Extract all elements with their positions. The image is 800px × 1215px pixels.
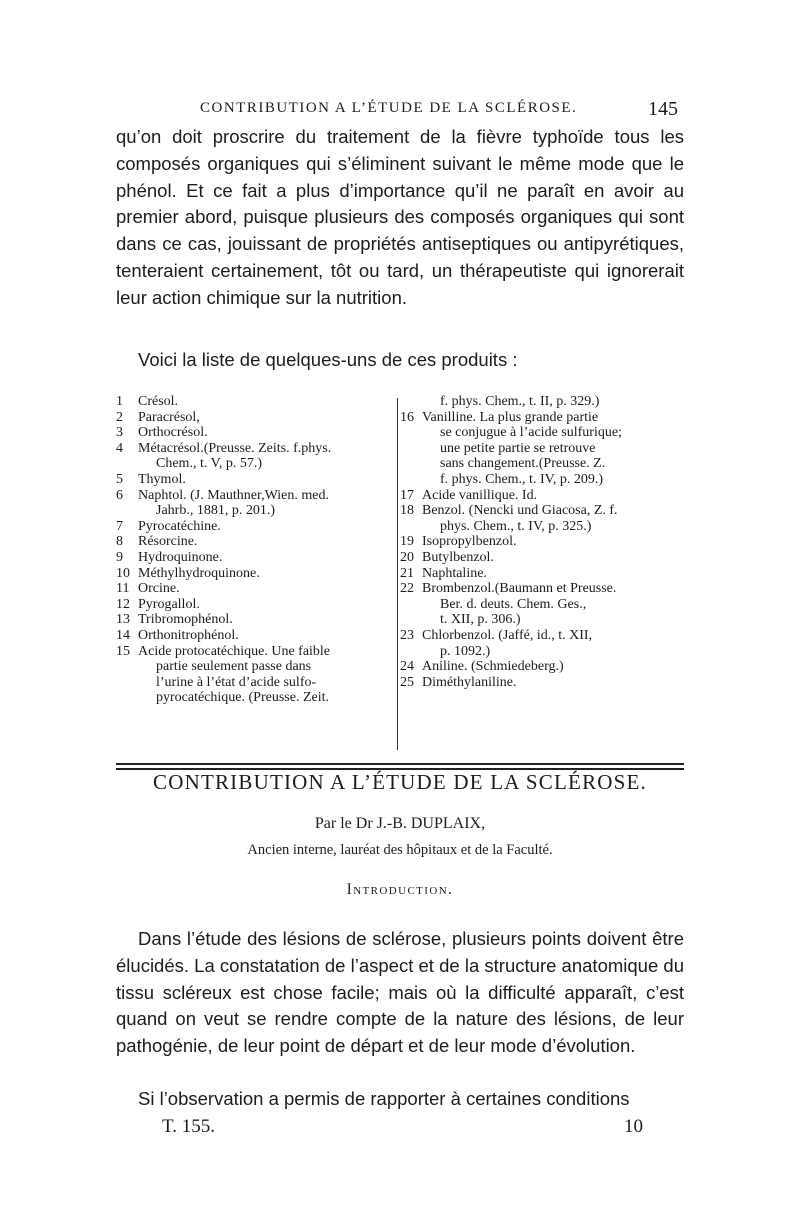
list-item-text: Acide vanillique. Id. xyxy=(422,487,538,503)
list-item xyxy=(400,644,684,660)
list-item-number: 7 xyxy=(116,518,123,534)
list-item-text: pyrocatéchique. (Preusse. Zeit. xyxy=(156,690,329,706)
list-item xyxy=(400,456,684,472)
compound-list-left-column xyxy=(116,394,396,706)
list-item xyxy=(116,394,396,410)
list-item xyxy=(116,566,396,582)
list-item-text: Hydroquinone. xyxy=(138,549,223,565)
list-item-number: 23 xyxy=(400,627,414,643)
list-item-text: Jahrb., 1881, p. 201.) xyxy=(156,503,275,519)
list-item xyxy=(116,456,396,472)
list-item xyxy=(400,675,684,691)
list-item xyxy=(116,425,396,441)
list-item-text: t. XII, p. 306.) xyxy=(440,612,521,628)
list-item-number: 21 xyxy=(400,565,414,581)
list-item-text: Chlorbenzol. (Jaffé, id., t. XII, xyxy=(422,627,593,643)
list-item xyxy=(400,581,684,597)
list-item xyxy=(400,566,684,582)
author-byline: Par le Dr J.-B. DUPLAIX, xyxy=(314,815,486,832)
list-item-text: Métacrésol.(Preusse. Zeits. f.phys. xyxy=(138,440,332,456)
list-item xyxy=(116,550,396,566)
list-item-text: Naphtol. (J. Mauthner,Wien. med. xyxy=(138,487,329,503)
list-item-text: Pyrocatéchine. xyxy=(138,518,221,534)
list-item xyxy=(116,675,396,691)
list-item xyxy=(400,441,684,457)
list-item-number: 9 xyxy=(116,549,123,565)
list-item-text: sans changement.(Preusse. Z. xyxy=(440,456,606,472)
list-item xyxy=(116,612,396,628)
list-item-number: 22 xyxy=(400,581,414,597)
list-item-number: 25 xyxy=(400,674,414,690)
list-item-number: 11 xyxy=(116,581,130,597)
list-item-text: Butylbenzol. xyxy=(422,549,494,565)
list-item-number: 16 xyxy=(400,409,414,425)
list-item-number: 6 xyxy=(116,487,123,503)
list-item-text: phys. Chem., t. IV, p. 325.) xyxy=(440,518,592,534)
list-item xyxy=(400,503,684,519)
list-item-text: f. phys. Chem., t. II, p. 329.) xyxy=(440,394,600,409)
list-item-text: une petite partie se retrouve xyxy=(440,440,596,456)
footer-signature: T. 155. xyxy=(162,1116,215,1137)
list-item-text: se conjugue à l’acide sulfurique; xyxy=(440,425,622,441)
list-item xyxy=(116,410,396,426)
list-item xyxy=(400,488,684,504)
list-item-text: Thymol. xyxy=(138,471,186,487)
list-item xyxy=(400,550,684,566)
list-item xyxy=(116,488,396,504)
list-item-number: 3 xyxy=(116,425,123,441)
list-item-number: 24 xyxy=(400,659,414,675)
list-item xyxy=(116,581,396,597)
running-head: CONTRIBUTION A L’ÉTUDE DE LA SCLÉROSE. xyxy=(200,100,578,116)
list-item-number: 17 xyxy=(400,487,414,503)
list-item-text: Aniline. (Schmiedeberg.) xyxy=(422,659,564,675)
list-item xyxy=(116,690,396,706)
column-divider xyxy=(397,398,398,750)
list-item xyxy=(400,628,684,644)
list-item-text: Naphtaline. xyxy=(422,565,487,581)
list-item-text: Tribromophénol. xyxy=(138,612,233,628)
paragraph-list-intro: Voici la liste de quelques-uns de ces produits : xyxy=(138,349,518,370)
list-item xyxy=(116,644,396,660)
list-item xyxy=(116,441,396,457)
page-number: 145 xyxy=(648,98,678,120)
list-item-number: 10 xyxy=(116,565,130,581)
list-item xyxy=(400,659,684,675)
list-item xyxy=(400,394,684,410)
list-item xyxy=(400,472,684,488)
list-item-number: 19 xyxy=(400,534,414,550)
list-item xyxy=(116,659,396,675)
list-item-text: Brombenzol.(Baumann et Preusse. xyxy=(422,581,617,597)
list-item xyxy=(400,534,684,550)
paragraph-introduction: Dans l’étude des lésions de sclérose, plusieurs points doivent être élucidés. La constatation de l’aspect et de la structure anatomique du tissu scléreux est chose facile; mais où la difficulté apparaît, c’est quand on veut se rendre compte de la nature des lésions, de leur pathogénie, de leur point de départ et de leur mode d’évolution. xyxy=(116,928,684,1057)
list-item-text: Pyrogallol. xyxy=(138,596,200,612)
list-item-text: Diméthylaniline. xyxy=(422,674,517,690)
list-item-text: Vanilline. La plus grande partie xyxy=(422,409,599,425)
list-item-number: 4 xyxy=(116,440,123,456)
section-heading: Introduction. xyxy=(346,881,454,898)
list-item xyxy=(400,519,684,535)
list-item xyxy=(400,612,684,628)
list-item-text: Benzol. (Nencki und Giacosa, Z. f. xyxy=(422,503,618,519)
list-item-text: f. phys. Chem., t. IV, p. 209.) xyxy=(440,471,604,487)
list-item-number: 5 xyxy=(116,471,123,487)
list-item-number: 1 xyxy=(116,394,123,409)
list-item-text: partie seulement passe dans xyxy=(156,659,312,675)
list-item xyxy=(116,503,396,519)
list-item-text: Paracrésol, xyxy=(138,409,200,425)
list-item-text: Crésol. xyxy=(138,394,179,409)
list-item-number: 18 xyxy=(400,503,414,519)
compound-list-right-column xyxy=(400,394,684,690)
list-item-text: l’urine à l’état d’acide sulfo- xyxy=(156,674,317,690)
article-title: CONTRIBUTION A L’ÉTUDE DE LA SCLÉROSE. xyxy=(153,770,647,794)
list-item xyxy=(116,628,396,644)
list-item xyxy=(400,410,684,426)
section-rule-thin xyxy=(116,763,684,765)
list-item-number: 8 xyxy=(116,534,123,550)
list-item-number: 20 xyxy=(400,549,414,565)
footer-sheet-number: 10 xyxy=(624,1116,643,1137)
list-item-number: 13 xyxy=(116,612,130,628)
list-item-text: p. 1092.) xyxy=(440,643,491,659)
list-item xyxy=(116,597,396,613)
list-item-text: Chem., t. V, p. 57.) xyxy=(156,456,263,472)
list-item xyxy=(116,472,396,488)
list-item xyxy=(400,425,684,441)
paragraph-next: Si l’observation a permis de rapporter à certaines conditions xyxy=(138,1088,630,1109)
list-item-number: 2 xyxy=(116,409,123,425)
list-item-number: 14 xyxy=(116,627,130,643)
list-item-text: Orthocrésol. xyxy=(138,425,208,441)
list-item-text: Méthylhydroquinone. xyxy=(138,565,260,581)
list-item-text: Orcine. xyxy=(138,581,180,597)
list-item-text: Isopropylbenzol. xyxy=(422,534,517,550)
list-item xyxy=(116,519,396,535)
author-affiliation: Ancien interne, lauréat des hôpitaux et de la Faculté. xyxy=(247,842,553,858)
list-item-text: Ber. d. deuts. Chem. Ges., xyxy=(440,596,587,612)
list-item xyxy=(400,597,684,613)
list-item-number: 12 xyxy=(116,596,130,612)
paragraph-continuation: qu’on doit proscrire du traitement de la fièvre typhoïde tous les composés organiques qui s’éliminent suivant le même mode que le phénol. Et ce fait a plus d’importance qu’il ne paraît en avoir au premier abord, puisque plusieurs des composés organiques qui sont dans ce cas, jouissant de propriétés antiseptiques ou antipyrétiques, tenteraient certainement, tôt ou tard, un thérapeutiste qui ignorerait leur action chimique sur la nutrition. xyxy=(116,126,684,308)
list-item-text: Orthonitrophénol. xyxy=(138,627,239,643)
compound-list xyxy=(116,394,684,754)
list-item-text: Résorcine. xyxy=(138,534,198,550)
list-item-text: Acide protocatéchique. Une faible xyxy=(138,643,331,659)
list-item xyxy=(116,534,396,550)
list-item-number: 15 xyxy=(116,643,130,659)
